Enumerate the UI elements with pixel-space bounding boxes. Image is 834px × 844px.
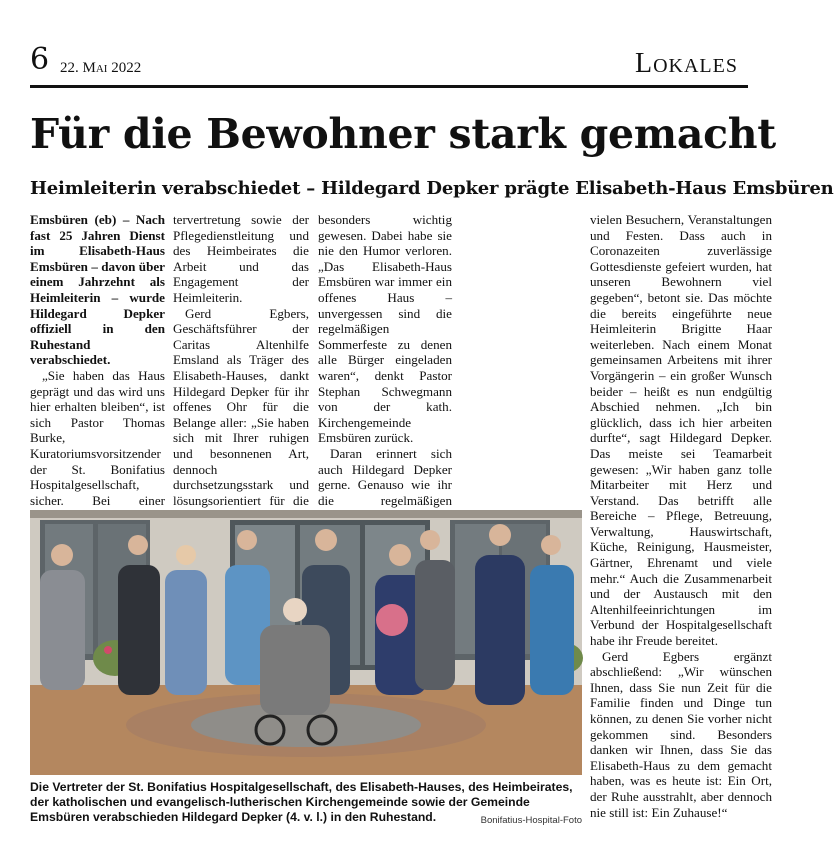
header-rule <box>30 85 748 88</box>
paragraph: tervertretung sowie der Pflegedienstleitung und des Heimbeirates die Arbeit und das Engagement der Heimleiterin. <box>173 212 309 305</box>
issue-date: 22. Mai 2022 <box>60 60 142 76</box>
article-lead: Emsbüren (eb) – Nach fast 25 Jahren Dienst im Elisabeth-Haus Emsbüren – davon über einem Jahrzehnt als Heimleiterin – wurde Hildegard Depker offiziell in den Ruhestand verabschiedet. <box>30 212 165 368</box>
article-subheadline: Heimleiterin verabschiedet – Hildegard Depker prägte Elisabeth-Haus Emsbüren <box>30 178 834 199</box>
paragraph: Gerd Egbers ergänzt abschließend: „Wir wünschen Ihnen, dass Sie nun Zeit für die Familie finden und Dinge tun können, zu denen Sie vorher nicht gekommen sind. Besonders danken wir Ihnen, dass Sie das Elisabeth-Haus zu dem gemacht haben, was es heute ist: Ein Ort, der Ruhe ausstrahlt, aber dennoch nie still ist: Ein Zuhause!“ <box>590 648 772 820</box>
article-headline: Für die Bewohner stark gemacht <box>30 110 776 158</box>
text-column-1 <box>30 212 165 506</box>
paragraph: besonders wichtig gewesen. Dabei habe sie nie den Humor verloren. „Das Elisabeth-Haus Emsbüren war immer ein offenes Haus – unvergessen sind die regelmäßigen Sommerfeste zu denen alle Bürger eingeladen waren“, denkt Pastor Stephan Schwegmann von der kath. Kirchengemeinde Emsbüren zurück. <box>318 212 452 446</box>
text-column-4 <box>590 212 772 832</box>
text-column-3 <box>318 212 452 506</box>
section-title: Lokales <box>635 48 738 79</box>
photo-credit: Bonifatius-Hospital-Foto <box>480 815 582 826</box>
paragraph: Gerd Egbers, Geschäftsführer der Caritas Altenhilfe Emsland als Träger des Elisabeth-Hauses, dankt Hildegard Depker für ihr offenes Ohr für die Belange aller: „Sie haben sich mit Ihrer ruhigen und besonnenen Art, dennoch durchsetzungsstark und lösungsorientiert für die <box>173 305 309 508</box>
photo-caption: Die Vertreter der St. Bonifatius Hospitalgesellschaft, des Elisabeth-Hauses, des Heimbeirates, der katholischen und evangelisch-lutherischen Kirchengemeinde sowie der Gemeinde Emsbüren verabschieden Hildegard Depker (4. v. l.) in den Ruhestand. <box>30 780 573 824</box>
paragraph: Daran erinnert sich auch Hildegard Depker gerne. Genauso wie ihr die regelmäßigen <box>318 445 452 508</box>
page-header <box>30 40 748 90</box>
paragraph: vielen Besuchern, Veranstaltungen und Festen. Dass auch in Coronazeiten zuverlässige Gottesdienste gefeiert wurden, hat unseren Bewohnern viel gegeben“, betont sie. Das möchte die bereits eingeführte neue Heimleiterin Brigitte Haar weiterleben. Nach einem Monat gemeinsamen Arbeitens mit ihrer Vorgängerin – ein großer Wunsch beider – heißt es nun endgültig Abschied nehmen. „Ich bin glücklich, dass ich hier arbeiten durfte“, sagt Hildegard Depker. Das meiste sei Teamarbeit gewesen: „Wir haben ganz tolle Mitarbeiter mit Herz und Verstand. Das betrifft alle Bereiche – Pflege, Betreuung, Verwaltung, Hauswirtschaft, Küche, Reinigung, Hausmeister, Gärtner, Ehrenamt und viele mehr.“ Auch die Zusammenarbeit und der Austausch mit den Altenhilfeeinrichtungen im Verbund der Hospitalgesellschaft habe ihr Freude bereitet. <box>590 212 772 649</box>
paragraph: „Sie haben das Haus geprägt und das wird uns hier erhalten bleiben“, ist sich Pastor Thomas Burke, Kuratoriumsvorsitzender der St. Bonifatius Hospitalgesellschaft, sicher. Bei einer <box>30 367 165 508</box>
group-photo <box>30 510 582 775</box>
text-column-2 <box>173 212 309 506</box>
page-number: 6 <box>30 42 50 77</box>
